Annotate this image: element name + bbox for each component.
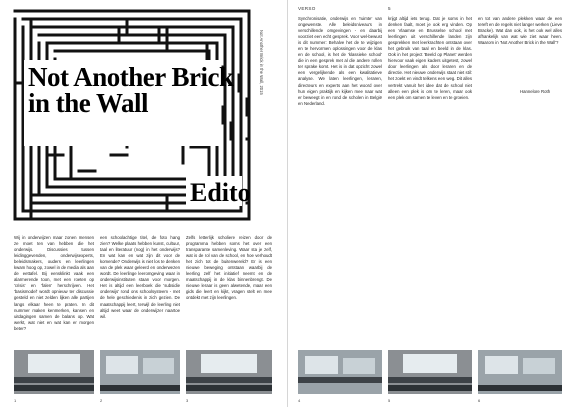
vertical-caption [254, 30, 264, 120]
page-number: 5 [388, 6, 391, 11]
text-column-4 [298, 16, 382, 350]
paragraph: een schoolachtige titel, de foto hang zien? Welke plaats hebben kunst, cultuur, taal en literatuur (nog) in het onderwijs? En wat kan en wat zijn dit voor de komende? Onderwijs is niet los te denken van de plek waar geleerd en onderwezen wordt. De leerlinge leeromgeving waar in onderwijsinstituten staan voor morgen. Het is altijd een leerboek die 'subsidie onderwijs' rond ons schoolsysteem - met de hele geschiedenis in zich gezien. De maatschappij leert, terwijl de leerling niet altijd weet waar de onderwijzer naartoe wil. [100, 235, 180, 319]
classroom-photo-1 [14, 350, 94, 394]
text-column-5 [388, 16, 472, 350]
photo-number-6: 6 [478, 398, 481, 403]
classroom-photo-2 [100, 350, 180, 394]
photo-number-5: 5 [388, 398, 391, 403]
paragraph: Zelfs letterlijk scholiere reizen door de programma hebben soms het over een transparante samenleving. Waar sta je zelf, wat is de rol van de school, en hoe verhoudt het zich tot de buitenwereld? Er is een nieuwe beweging ontstaan waarbij de leerling zelf het initiatief neemt en de maatschappij in de klas binnenbrengt. De nieuwe leraar is geen alwetende, maar een gids die leert en kijkt, vragen stelt en mee ontdekt met zijn leerlingen. [186, 235, 272, 301]
paragraph: en tot van andere plekken waar de een tereft en de regels niet langer werken (Lieve Bracke). Wat dan ook, is het ook wel alles afhankelijk van wat wie ziet waar heen. Waarom in 'Not Another Brick in the Wall'? [478, 16, 562, 46]
author-signature: Hannelore Roth [520, 89, 551, 94]
classroom-photo-4 [298, 350, 382, 394]
text-column-6 [478, 16, 562, 96]
photo-number-3: 3 [186, 398, 189, 403]
paragraph: Synchronisatie, onderwijs en 'ruimte' van ongewenste. Alle beleidsniveau's in verschillende omgevingen - en daarbij voorziet een echt gesprek. Voor wel-bewust is dit nummer: Behalve het de te wijzigen en te hervormen oplossingen voor de klas en de school, is het de 'klassieke school' die in een gesprek met al die andere rollen ter sprake komt. Het is in dat opzicht zowel een vergelijkende als een kwalitatieve analyse. We laten leerlingen, leraren, directeurs en experts aan het woord over hun eigen praktijk en kijken mee naar wat er beweegt in en rond de scholen in België en Nederland. [298, 16, 382, 106]
classroom-photo-5 [388, 350, 472, 394]
classroom-photo-3 [186, 350, 272, 394]
text-column-3 [186, 235, 272, 347]
title-line-2: in the Wall [28, 88, 149, 118]
page-title [28, 64, 234, 116]
running-header-left: VERSO [298, 6, 316, 11]
vertical-caption-text: Not Another Brick in the Wall, 2015 [259, 30, 264, 95]
photo-number-2: 2 [100, 398, 103, 403]
title-line-1: Not Another Brick [28, 62, 234, 92]
photo-number-4: 4 [298, 398, 301, 403]
text-column-1 [14, 235, 94, 347]
text-column-2 [100, 235, 180, 347]
section-label: Edito [190, 178, 251, 207]
classroom-photo-6 [478, 350, 562, 394]
photo-number-1: 1 [14, 398, 17, 403]
paragraph: krijgt altijd iets terug. Dat je soms in het denken faalt, moet je ook erg vinden. Op een Vlaamse en Brusselse school met leerlingen uit verschillende landen zijn gesprekken met leerkrachten ontstaan over het gebruik van taal en beeld in de klas. Ook in het project 'Beeld op Planet' werden hiervoor vaak eigen kaders uitgetest, zowel door leerlingen als door leraren en de directie. Het nieuwe onderwijs staat niet stil: het zoekt en vindt telkens een weg. Dit alles vertrekt vanuit het idee dat de school niet alleen een plek is om te leren, maar ook een plek om samen te leven en te groeien. [388, 16, 472, 100]
paragraph: Wij in onderwijzen maar zonen mensen ze moet ten van hebben die het onderwijs. Discussies tussen leidinggevenden, onderwijsexperts, beleidsmakers, ouders en leerlingen kwam hoog op, zowel in de media als aan de eettafel. Bij eensklinkt vaak een alarmerende toon, met een roeten op 'crisis' en 'falen' herschrijven. Het 'basismodel' wordt opnieuw ter discussie gesteld en niet zelden lijken alle partijen langs elkaar heen te praten. In dit nummer maken kenmerken, kansen en uitdagingen samen de balans op. Wat werkt, wat niet en wat kan er morgen beter? [14, 235, 94, 331]
